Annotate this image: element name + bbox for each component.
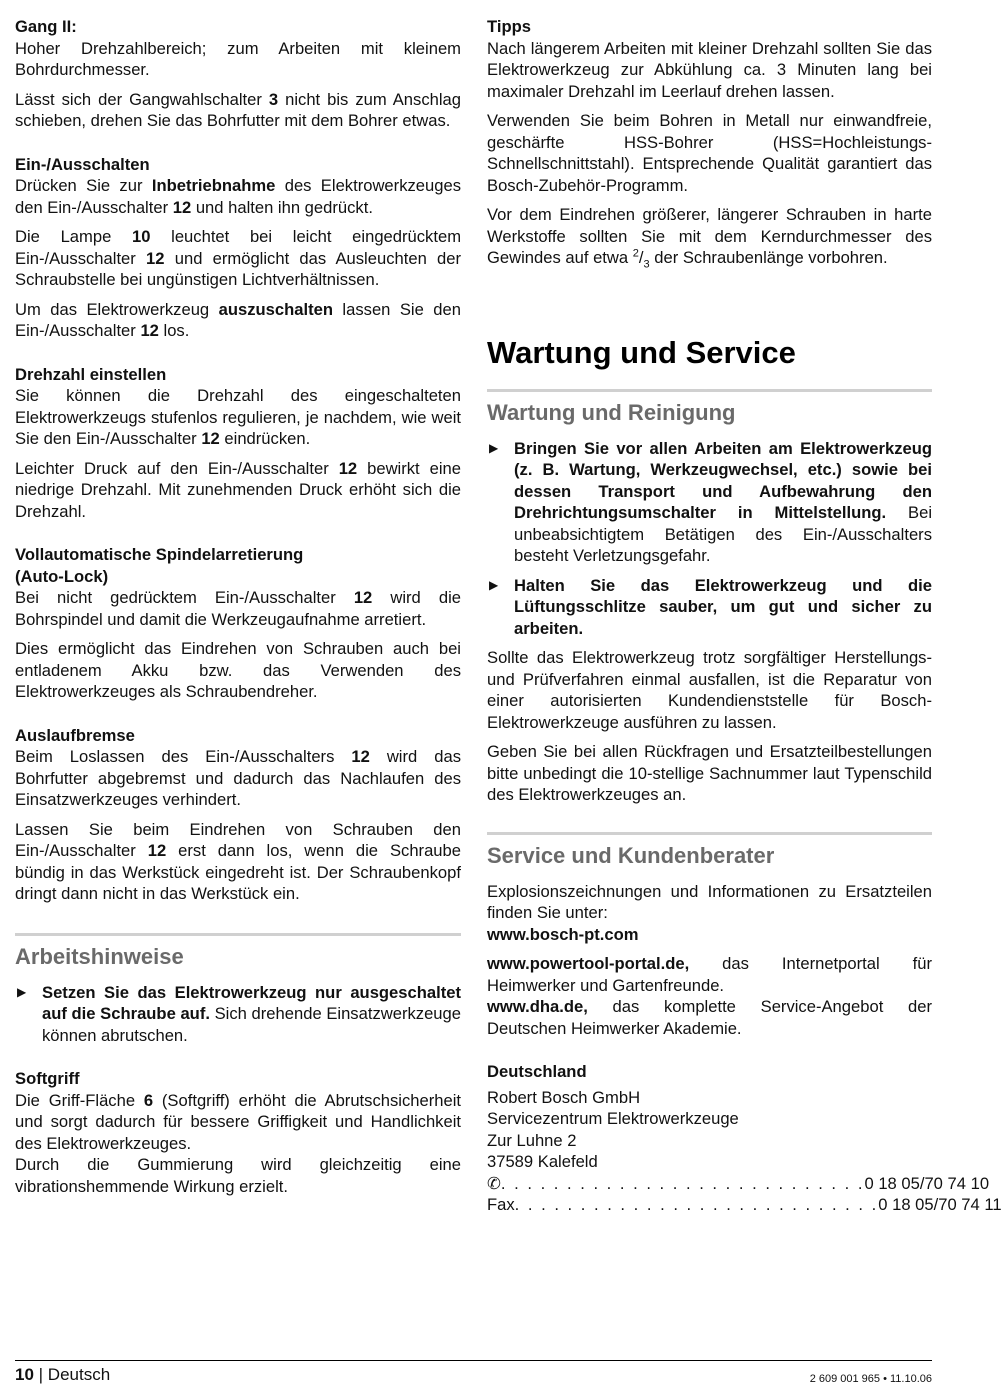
auslauf-p2: Lassen Sie beim Eindrehen von Schrauben den Ein-/Ausschalter 12 erst dann los, wenn die Schraube bündig in das Werkstück eingedreht ist. Der Schraubenkopf dringt dann nicht in das Werkstück ein. (15, 819, 461, 903)
left-column (15, 16, 461, 1205)
phone-dots: . . . . . . . . . . . . . . . . . . . . . . . . . . . . (500, 1173, 865, 1193)
page-number: 10 (15, 1365, 34, 1384)
address-line-2: Servicezentrum Elektrowerkzeuge (487, 1109, 739, 1128)
arbeitshinweise-heading: Arbeitshinweise (15, 933, 461, 970)
einaus-p1: Drücken Sie zur Inbetriebnahme des Elektrowerkzeuges den Ein-/Ausschalter 12 und halten ihn gedrückt. (15, 176, 461, 217)
einaus-p2: Die Lampe 10 leuchtet bei leicht eingedrücktem Ein-/Ausschalter 12 und ermöglicht das Ausleuchten der Schraubstelle bei ungünstigen Lichtverhältnissen. (15, 227, 462, 289)
address-line-4: 37589 Kalefeld (487, 1152, 598, 1171)
auslauf-heading: Auslaufbremse (15, 725, 135, 745)
tipps-p2: Verwenden Sie beim Bohren in Metall nur einwandfreie, geschärfte HSS-Bohrer (HSS=Hochleistungs-Schnellschnittstahl). Entsprechende Qualität garantiert das Bosch-Zubehör-Programm. (487, 111, 932, 195)
drehzahl-p2: Leichter Druck auf den Ein-/Ausschalter 12 bewirkt eine niedrige Drehzahl. Mit zunehmenden Druck erhöht sich die Drehzahl. (15, 458, 461, 521)
tipps-heading: Tipps (487, 17, 531, 36)
service-p1: Explosionszeichnungen und Informationen zu Ersatzteilen finden Sie unter: (487, 881, 932, 922)
footer-separator: | (33, 1365, 48, 1384)
address-line-1: Robert Bosch GmbH (487, 1087, 641, 1107)
gang2-heading: Gang II: (15, 17, 77, 36)
wartung-bullet-1: ▶ Bringen Sie vor allen Arbeiten am Elektrowerkzeug (z. B. Wartung, Werkzeugwechsel, etc.) sowie bei dessen Transport und Aufbewahrung den Drehrichtungsumschalter in Mittelstellung. Bei unbeabsichtigtem Betätigen des Ein-/Ausschalters besteht Verletzungsgefahr. (487, 438, 932, 567)
wartung-heading: Wartung und Reinigung (487, 389, 932, 426)
footer-language: Deutsch (47, 1365, 111, 1384)
spindel-p1: Bei nicht gedrücktem Ein-/Ausschalter 12 wird die Bohrspindel und damit die Werkzeugaufnahme arretiert. (15, 588, 461, 629)
gang2-p2: Lässt sich der Gangwahlschalter 3 nicht bis zum Anschlag schieben, drehen Sie das Bohrfutter mit dem Bohrer etwas. (15, 89, 461, 130)
softgriff-p2: Durch die Gummierung wird gleichzeitig eine vibrationshemmende Wirkung erzielt. (15, 1155, 461, 1196)
right-column (487, 16, 1002, 1216)
fax-label: Fax (487, 1195, 515, 1214)
auslauf-p1: Beim Loslassen des Ein-/Ausschalters 12 wird das Bohrfutter abgebremst und dadurch das Nachlaufen des Einsatzwerkzeuges verhindert. (15, 747, 461, 809)
chapter-title: Wartung und Service (487, 334, 796, 370)
footer-page-info (15, 1364, 110, 1386)
drehzahl-p1: Sie können die Drehzahl des eingeschalteten Elektrowerkzeugs stufenlos regulieren, je nachdem, wie weit Sie den Ein-/Ausschalter 12 eindrücken. (15, 386, 461, 448)
service-link-powertool: www.powertool-portal.de, das Internetportal für Heimwerker und Gartenfreunde. (487, 954, 932, 995)
powertool-link[interactable]: www.powertool-portal.de, (487, 954, 690, 973)
spindel-heading-1: Vollautomatische Spindelarretierung (15, 545, 304, 564)
page-footer (15, 1360, 932, 1385)
tipps-p1: Nach längerem Arbeiten mit kleiner Drehzahl sollten Sie das Elektrowerkzeug zur Abkühlung ca. 3 Minuten lang bei maximaler Drehzahl im Leerlauf drehen lassen. (487, 38, 932, 101)
address-line-3: Zur Luhne 2 (487, 1130, 577, 1150)
spindel-p2: Dies ermöglicht das Eindrehen von Schrauben auch bei entladenem Akku bzw. das Verwenden des Elektrowerkzeuges als Schraubendreher. (15, 639, 461, 701)
deutschland-heading: Deutschland (487, 1062, 587, 1081)
wartung-bullet-2: ▶ Halten Sie das Elektrowerkzeug und die Lüftungsschlitze sauber, um gut und sicher zu arbeiten. (487, 575, 932, 640)
fax-dots: . . . . . . . . . . . . . . . . . . . . . . . . . . . . (514, 1195, 879, 1214)
einaus-heading: Ein-/Ausschalten (15, 154, 150, 174)
phone-row (487, 1173, 990, 1195)
address-block (487, 1087, 1002, 1216)
tipps-p3: Vor dem Eindrehen größerer, längerer Schrauben in harte Werkstoffe sollten Sie mit dem Kerndurchmesser des Gewindes auf etwa $^2/_3$ der Schraubenlänge vorbohren. (487, 205, 932, 271)
service-link-bosch[interactable]: www.bosch-pt.com (487, 924, 639, 944)
service-link-dha: www.dha.de, das komplette Service-Angebot der Deutschen Heimwerker Akademie. (487, 997, 932, 1038)
phone-icon: ✆ (487, 1173, 501, 1193)
einaus-p3: Um das Elektrowerkzeug auszuschalten lassen Sie den Ein-/Ausschalter 12 los. (15, 299, 461, 340)
footer-doc-number: 2 609 001 965 • 11.10.06 (809, 1373, 932, 1385)
gang2-p1: Hoher Drehzahlbereich; zum Arbeiten mit kleinem Bohrdurchmesser. (15, 38, 461, 79)
service-heading: Service und Kundenberater (487, 832, 932, 869)
softgriff-p1: Die Griff-Fläche 6 (Softgriff) erhöht die Abrutschsicherheit und sorgt dadurch für bessere Griffigkeit und Handlichkeit des Elektrowerkzeuges. (15, 1090, 462, 1153)
phone-number: 0 18 05/70 74 10 (864, 1173, 990, 1193)
arbeitshinweise-bullet: ▶ Setzen Sie das Elektrowerkzeug nur ausgeschaltet auf die Schraube auf. Sich drehende Einsatzwerkzeuge können abrutschen. (15, 982, 461, 1047)
wartung-p2: Geben Sie bei allen Rückfragen und Ersatzteilbestellungen bitte unbedingt die 10-stellige Sachnummer laut Typenschild des Elektrowerkzeuges an. (487, 742, 932, 804)
dha-link[interactable]: www.dha.de, (487, 997, 588, 1016)
softgriff-heading: Softgriff (15, 1069, 80, 1088)
spindel-heading-2: (Auto-Lock) (15, 566, 109, 586)
wartung-p1: Sollte das Elektrowerkzeug trotz sorgfältiger Herstellungs- und Prüfverfahren einmal ausfallen, ist die Reparatur von einer autorisierten Kundendienststelle für Bosch-Elektrowerkzeuge ausführen zu lassen. (487, 648, 932, 732)
drehzahl-heading: Drehzahl einstellen (15, 364, 167, 384)
fax-row (487, 1194, 1002, 1216)
fax-number: 0 18 05/70 74 11 (878, 1195, 1002, 1214)
